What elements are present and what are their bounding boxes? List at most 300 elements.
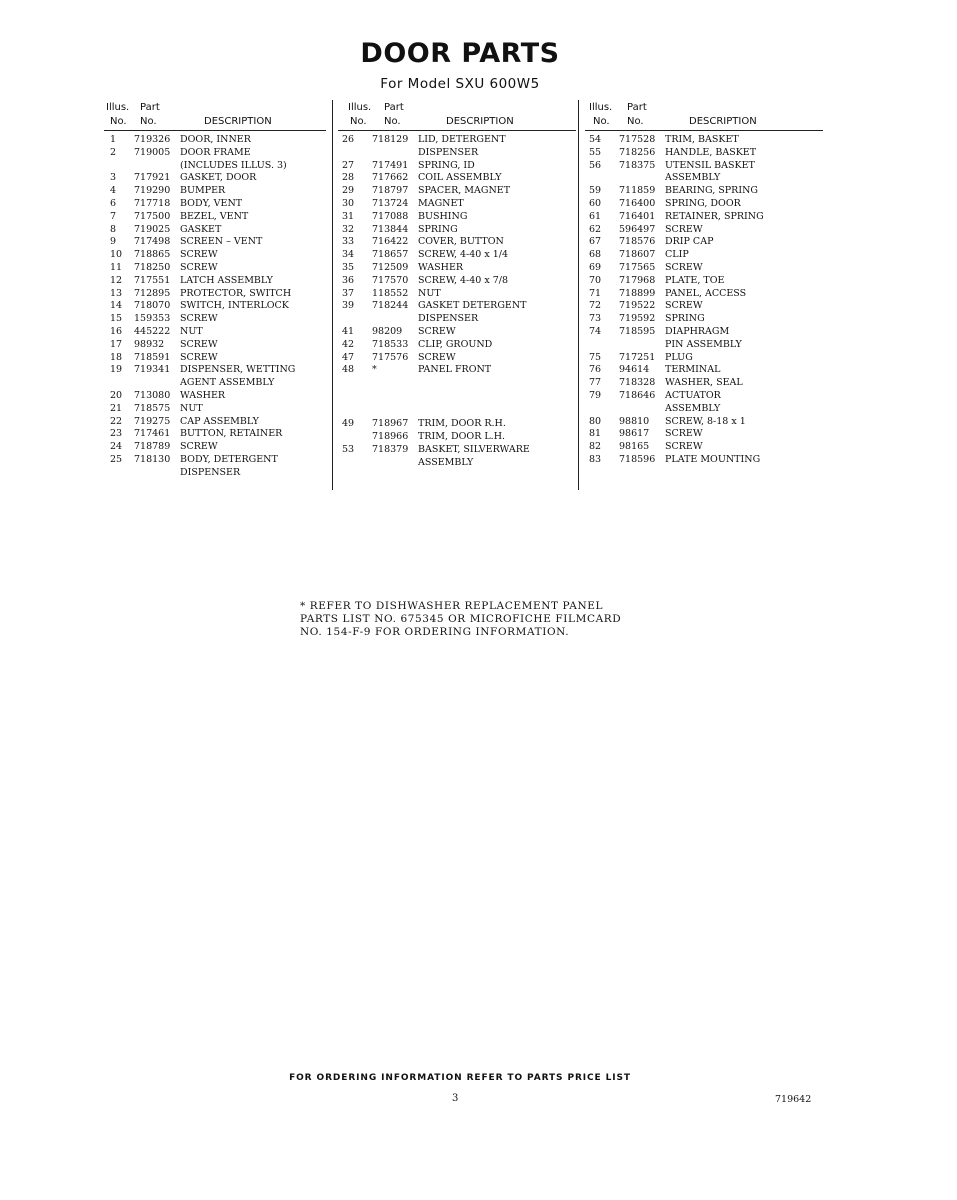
part-description: SWITCH, INTERLOCK — [180, 300, 289, 312]
table-row — [104, 467, 326, 480]
table-row — [585, 364, 823, 377]
part-number: 717565 — [619, 261, 656, 273]
part-description: AGENT ASSEMBLY — [180, 377, 275, 389]
part-number: 718657 — [372, 249, 409, 261]
table-row — [338, 339, 576, 352]
part-description: SPRING, DOOR — [665, 197, 741, 209]
illus-number: 2 — [110, 146, 117, 158]
table-row — [104, 339, 326, 352]
illus-number: 35 — [342, 261, 355, 273]
table-row — [104, 147, 326, 160]
table-row — [338, 262, 576, 275]
illus-number: 25 — [110, 453, 123, 465]
part-description: ACTUATOR — [665, 389, 721, 401]
table-row — [338, 326, 576, 339]
parts-column-1 — [104, 100, 326, 480]
part-description: SCREW, 4-40 x 7/8 — [418, 274, 509, 286]
illus-number: 54 — [589, 134, 602, 145]
table-row — [338, 352, 576, 365]
table-row — [338, 211, 576, 224]
part-description: SCREW — [180, 441, 218, 453]
table-row — [338, 275, 576, 288]
part-description: DIAPHRAGM — [665, 325, 730, 337]
illus-number: 56 — [589, 159, 602, 171]
part-description: SCREW — [665, 261, 703, 273]
part-description: SCREW — [180, 249, 218, 261]
part-number: 711859 — [619, 185, 656, 197]
column-header — [104, 100, 326, 131]
illus-number: 74 — [589, 325, 602, 337]
header-no: No. — [350, 116, 367, 127]
header-part-no: No. — [627, 116, 644, 127]
part-number: 719522 — [619, 300, 656, 312]
illus-number: 73 — [589, 313, 602, 325]
part-description: WASHER — [180, 389, 226, 401]
illus-number: 81 — [589, 428, 602, 440]
part-description: DISPENSER, WETTING — [180, 364, 296, 376]
part-description: SCREW, 8-18 x 1 — [665, 415, 746, 427]
part-number: 716401 — [619, 210, 656, 222]
table-row — [338, 224, 576, 237]
part-number: 118552 — [372, 287, 409, 299]
part-description: DISPENSER — [418, 313, 479, 325]
table-row — [104, 403, 326, 416]
table-row — [585, 224, 823, 237]
illus-number: 16 — [110, 325, 123, 337]
part-number: 718070 — [134, 300, 171, 312]
table-row — [585, 300, 823, 313]
part-number: 719341 — [134, 364, 171, 376]
part-description: (INCLUDES ILLUS. 3) — [180, 159, 287, 171]
part-description: HANDLE, BASKET — [665, 146, 757, 158]
illus-number: 70 — [589, 274, 602, 286]
part-number: 718789 — [134, 441, 171, 453]
part-description: SCREW — [180, 351, 218, 363]
spacer — [338, 377, 576, 415]
part-description: BUSHING — [418, 210, 468, 222]
illus-number: 12 — [110, 274, 123, 286]
table-row — [104, 198, 326, 211]
illus-number: 15 — [110, 313, 123, 325]
illus-number: 75 — [589, 351, 602, 363]
illus-number: 37 — [342, 287, 355, 299]
table-row — [338, 134, 576, 147]
part-number: 718244 — [372, 300, 409, 312]
illus-number: 27 — [342, 159, 355, 171]
header-part: Part — [627, 102, 647, 113]
part-number: 718575 — [134, 402, 171, 414]
page-title: DOOR PARTS — [360, 38, 560, 69]
part-number: 718130 — [134, 453, 171, 465]
part-number: 717251 — [619, 351, 656, 363]
illus-number: 4 — [110, 185, 117, 197]
illus-number: 11 — [110, 261, 123, 273]
table-row — [585, 198, 823, 211]
replacement-panel-note: * REFER TO DISHWASHER REPLACEMENT PANEL PARTS LIST NO. 675345 OR MICROFICHE FILMCARD NO. 154-F-9 FOR ORDERING INFORMATION. — [300, 600, 622, 638]
parts-column-3 — [585, 100, 823, 467]
illus-number: 30 — [342, 197, 355, 209]
illus-number: 39 — [342, 300, 355, 312]
table-row — [585, 313, 823, 326]
part-number — [372, 457, 418, 470]
part-description: NUT — [180, 325, 203, 337]
illus-number — [338, 313, 372, 326]
part-number: 717570 — [372, 274, 409, 286]
illus-number: 21 — [110, 402, 123, 414]
part-number: 718576 — [619, 236, 656, 248]
illus-number: 60 — [589, 197, 602, 209]
document-number: 719642 — [775, 1094, 812, 1105]
part-number: 718607 — [619, 249, 656, 261]
illus-number: 18 — [110, 351, 123, 363]
table-row — [104, 441, 326, 454]
part-description: RETAINER, SPRING — [665, 210, 764, 222]
part-number: 712509 — [372, 261, 409, 273]
table-row — [585, 236, 823, 249]
part-number — [372, 313, 418, 326]
table-row — [104, 236, 326, 249]
part-number: 719290 — [134, 185, 171, 197]
part-description: PLATE, TOE — [665, 274, 725, 286]
table-row — [585, 416, 823, 429]
part-description: SCREW — [665, 223, 703, 235]
table-row — [104, 160, 326, 173]
part-number: 716400 — [619, 197, 656, 209]
table-row — [104, 390, 326, 403]
part-description: WASHER — [418, 261, 464, 273]
header-illus: Illus. — [348, 102, 372, 113]
table-row — [585, 185, 823, 198]
part-number: 718797 — [372, 185, 409, 197]
part-description: SCREW — [665, 441, 703, 453]
part-number: 712895 — [134, 287, 171, 299]
part-number: 717528 — [619, 134, 656, 145]
part-description: UTENSIL BASKET — [665, 159, 755, 171]
table-row — [585, 172, 823, 185]
part-description: NUT — [418, 287, 441, 299]
illus-number: 26 — [342, 134, 355, 145]
table-row — [338, 444, 576, 457]
table-row — [585, 454, 823, 467]
illus-number: 19 — [110, 364, 123, 376]
part-description: DOOR FRAME — [180, 146, 251, 158]
part-description: SCREW — [418, 351, 456, 363]
table-row — [338, 160, 576, 173]
part-number: 717576 — [372, 351, 409, 363]
header-illus: Illus. — [589, 102, 613, 113]
part-number: 718596 — [619, 453, 656, 465]
part-description: NUT — [180, 402, 203, 414]
illus-number: 47 — [342, 351, 355, 363]
part-number: 717921 — [134, 172, 171, 184]
part-description: SPRING, ID — [418, 159, 475, 171]
part-description: SCREEN – VENT — [180, 236, 263, 248]
part-number: 98932 — [134, 338, 165, 350]
part-number: 596497 — [619, 223, 656, 235]
illus-number: 1 — [110, 134, 117, 145]
illus-number: 69 — [589, 261, 602, 273]
part-number: 159353 — [134, 313, 171, 325]
part-number: 718250 — [134, 261, 171, 273]
parts-column-2 — [338, 100, 576, 469]
illus-number: 14 — [110, 300, 123, 312]
table-row — [104, 454, 326, 467]
illus-number: 72 — [589, 300, 602, 312]
illus-number: 68 — [589, 249, 602, 261]
table-row — [104, 364, 326, 377]
table-row — [104, 224, 326, 237]
part-description: DISPENSER — [180, 466, 241, 478]
illus-number — [338, 147, 372, 160]
part-number: 718129 — [372, 134, 409, 145]
table-row — [104, 185, 326, 198]
part-number: 719005 — [134, 146, 171, 158]
ordering-footer: FOR ORDERING INFORMATION REFER TO PARTS PRICE LIST — [289, 1073, 631, 1083]
illus-number: 24 — [110, 441, 123, 453]
illus-number: 71 — [589, 287, 602, 299]
part-number: 716422 — [372, 236, 409, 248]
illus-number: 31 — [342, 210, 355, 222]
column-divider — [578, 100, 579, 490]
illus-number: 3 — [110, 172, 117, 184]
illus-number: 53 — [342, 443, 355, 455]
part-description: SCREW — [180, 338, 218, 350]
table-row — [585, 377, 823, 390]
illus-number: 28 — [342, 172, 355, 184]
part-description: PANEL FRONT — [418, 364, 492, 376]
part-description: GASKET, DOOR — [180, 172, 257, 184]
part-number: 713844 — [372, 223, 409, 235]
part-number: 718375 — [619, 159, 656, 171]
part-description: PLUG — [665, 351, 693, 363]
part-number — [619, 172, 665, 185]
illus-number: 33 — [342, 236, 355, 248]
table-row — [104, 313, 326, 326]
table-row — [338, 185, 576, 198]
part-number: 713080 — [134, 389, 171, 401]
illus-number: 22 — [110, 415, 123, 427]
table-row — [585, 288, 823, 301]
table-row — [585, 428, 823, 441]
part-number: 718967 — [372, 418, 409, 430]
part-number: * — [372, 364, 377, 376]
part-description: DISPENSER — [418, 146, 479, 158]
part-description: WASHER, SEAL — [665, 377, 743, 389]
part-description: BEARING, SPRING — [665, 185, 758, 197]
table-row — [104, 262, 326, 275]
illus-number: 61 — [589, 210, 602, 222]
part-number: 718379 — [372, 443, 409, 455]
part-number: 713724 — [372, 197, 409, 209]
part-number: 718591 — [134, 351, 171, 363]
part-description: BUTTON, RETAINER — [180, 428, 283, 440]
table-row — [104, 172, 326, 185]
table-row — [585, 134, 823, 147]
table-row — [338, 300, 576, 313]
part-number: 719592 — [619, 313, 656, 325]
part-description: GASKET — [180, 223, 222, 235]
part-description: ASSEMBLY — [418, 456, 474, 468]
header-part-no: No. — [384, 116, 401, 127]
part-description: ASSEMBLY — [665, 172, 721, 184]
table-row — [104, 288, 326, 301]
illus-number: 6 — [110, 197, 117, 209]
part-number — [619, 403, 665, 416]
table-row — [104, 275, 326, 288]
part-description: SCREW — [665, 300, 703, 312]
parts-list — [104, 131, 326, 480]
table-row — [585, 160, 823, 173]
illus-number — [104, 160, 134, 173]
part-number — [134, 160, 180, 173]
part-number: 719275 — [134, 415, 171, 427]
illus-number: 62 — [589, 223, 602, 235]
part-description: GASKET DETERGENT — [418, 300, 527, 312]
table-row — [338, 198, 576, 211]
illus-number: 17 — [110, 338, 123, 350]
part-number: 718899 — [619, 287, 656, 299]
part-description: SCREW — [180, 313, 218, 325]
part-number: 98617 — [619, 428, 650, 440]
model-subtitle: For Model SXU 600W5 — [380, 76, 540, 92]
table-row — [338, 236, 576, 249]
part-description: DRIP CAP — [665, 236, 714, 248]
part-number: 719326 — [134, 134, 171, 145]
header-no: No. — [110, 116, 127, 127]
part-number: 718256 — [619, 146, 656, 158]
part-number: 717551 — [134, 274, 171, 286]
part-description: SPACER, MAGNET — [418, 185, 511, 197]
part-description: ASSEMBLY — [665, 402, 721, 414]
part-description: BUMPER — [180, 185, 226, 197]
part-description: MAGNET — [418, 197, 464, 209]
table-row — [585, 352, 823, 365]
illus-number — [585, 403, 619, 416]
illus-number: 36 — [342, 274, 355, 286]
part-number: 717491 — [372, 159, 409, 171]
part-number: 717498 — [134, 236, 171, 248]
table-row — [338, 313, 576, 326]
illus-number: 9 — [110, 236, 117, 248]
parts-list — [338, 415, 576, 469]
part-number: 718328 — [619, 377, 656, 389]
part-description: TRIM, BASKET — [665, 134, 739, 145]
part-description: CAP ASSEMBLY — [180, 415, 259, 427]
table-row — [585, 403, 823, 416]
part-description: PIN ASSEMBLY — [665, 338, 742, 350]
part-description: BODY, DETERGENT — [180, 453, 278, 465]
header-description: DESCRIPTION — [689, 116, 757, 127]
illus-number: 48 — [342, 364, 355, 376]
part-description: DOOR, INNER — [180, 134, 251, 145]
part-description: PANEL, ACCESS — [665, 287, 747, 299]
table-row — [585, 441, 823, 454]
table-row — [104, 249, 326, 262]
illus-number: 80 — [589, 415, 602, 427]
header-description: DESCRIPTION — [204, 116, 272, 127]
part-description: PLATE MOUNTING — [665, 453, 761, 465]
illus-number: 34 — [342, 249, 355, 261]
illus-number: 41 — [342, 325, 355, 337]
illus-number: 76 — [589, 364, 602, 376]
column-header — [338, 100, 576, 131]
header-illus: Illus. — [106, 102, 130, 113]
illus-number: 13 — [110, 287, 123, 299]
part-number: 445222 — [134, 325, 171, 337]
illus-number: 49 — [342, 418, 355, 430]
table-row — [338, 418, 576, 431]
part-number: 718865 — [134, 249, 171, 261]
illus-number: 59 — [589, 185, 602, 197]
table-row — [104, 326, 326, 339]
part-number: 718533 — [372, 338, 409, 350]
table-row — [338, 172, 576, 185]
part-description: COVER, BUTTON — [418, 236, 504, 248]
illus-number: 23 — [110, 428, 123, 440]
part-number: 98810 — [619, 415, 650, 427]
part-description: SCREW — [418, 325, 456, 337]
part-number — [134, 377, 180, 390]
parts-list — [585, 131, 823, 467]
part-description: BODY, VENT — [180, 197, 243, 209]
part-description: TRIM, DOOR R.H. — [418, 418, 506, 430]
table-row — [338, 147, 576, 160]
table-row — [585, 211, 823, 224]
table-row — [585, 326, 823, 339]
header-part: Part — [384, 102, 404, 113]
illus-number: 32 — [342, 223, 355, 235]
part-description: CLIP, GROUND — [418, 338, 493, 350]
column-header — [585, 100, 823, 131]
table-row — [585, 390, 823, 403]
table-row — [585, 262, 823, 275]
table-row — [338, 364, 576, 377]
table-row — [104, 211, 326, 224]
illus-number: 8 — [110, 223, 117, 235]
part-number: 717500 — [134, 210, 171, 222]
part-description: CLIP — [665, 249, 689, 261]
part-description: PROTECTOR, SWITCH — [180, 287, 292, 299]
illus-number — [338, 457, 372, 470]
illus-number — [585, 172, 619, 185]
header-part: Part — [140, 102, 160, 113]
illus-number: 67 — [589, 236, 602, 248]
part-number: 94614 — [619, 364, 650, 376]
illus-number: 83 — [589, 453, 602, 465]
table-row — [104, 428, 326, 441]
table-row — [104, 377, 326, 390]
illus-number: 20 — [110, 389, 123, 401]
table-row — [338, 288, 576, 301]
part-description: BASKET, SILVERWARE — [418, 443, 530, 455]
table-row — [104, 416, 326, 429]
part-number: 717968 — [619, 274, 656, 286]
part-description: SPRING — [418, 223, 458, 235]
part-number: 98165 — [619, 441, 650, 453]
part-number: 717461 — [134, 428, 171, 440]
header-description: DESCRIPTION — [446, 116, 514, 127]
parts-list — [338, 131, 576, 377]
part-description: LID, DETERGENT — [418, 134, 506, 145]
column-divider — [332, 100, 333, 490]
part-description: TRIM, DOOR L.H. — [418, 430, 506, 442]
table-row — [585, 275, 823, 288]
table-row — [585, 249, 823, 262]
part-number — [372, 147, 418, 160]
part-description: LATCH ASSEMBLY — [180, 274, 273, 286]
part-description: TERMINAL — [665, 364, 721, 376]
part-number — [619, 339, 665, 352]
